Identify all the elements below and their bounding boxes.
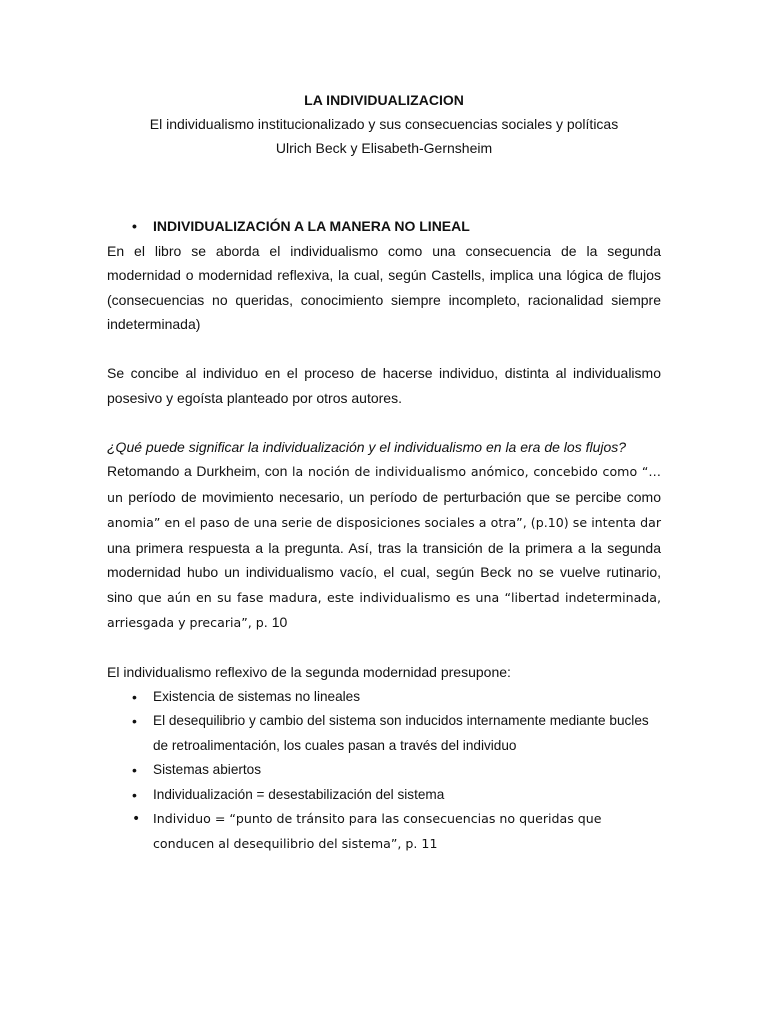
list-item: • Existencia de sistemas no lineales [107,685,661,710]
paragraph-2: Se concibe al individuo en el proceso de hacerse individuo, distinta al individualismo posesivo y egoísta planteado por otros autores. [107,365,661,406]
list-item: • Individualización = desestabilización del sistema [107,783,661,808]
section-heading-list [107,214,661,239]
spacer [107,410,661,435]
paragraph-3-part-3: período de movimiento necesario, un período de perturbación que se percibe como [122,488,661,505]
paragraph-3-quote-1: la noción de individualismo anómico, concebido como “…un [107,464,661,505]
presuppositions-list [107,685,661,857]
paragraph-3-page-ref: 10 [271,614,288,630]
paragraph-3 [107,459,661,636]
paragraph-3-part-5: una primera respuesta a la pregunta. Así, tras la transición de la primera a la segunda modernidad hubo un individualismo vacío, el cual, según Beck no se vuelve rutinario, sino [107,539,661,605]
document-title: LA INDIVIDUALIZACION [304,92,464,108]
list-item: • Individuo = “punto de tránsito para las consecuencias no queridas que conducen al desequilibrio del sistema”, p. 11 [107,807,661,856]
paragraph-1: En el libro se aborda el individualismo como una consecuencia de la segunda modernidad o modernidad reflexiva, la cual, según Castells, implica una lógica de flujos (consecuencias no queridas, conocimiento siempre incompleto, racionalidad siempre indeterminada) [107,242,661,332]
list-item: • El desequilibrio y cambio del sistema son inducidos internamente mediante bucles de retroalimentación, los cuales pasan a través del individuo [107,709,661,758]
paragraph-4: El individualismo reflexivo de la segunda modernidad presupone: [107,664,511,680]
document-header [107,88,661,160]
paragraph-3-quote-3: que aún en su fase madura, este individualismo es una “libertad indeterminada, arriesgada y precaria”, p. [107,589,661,630]
document-subtitle: El individualismo institucionalizado y sus consecuencias sociales y políticas [149,116,619,132]
question-line: ¿Qué puede significar la individualización y el individualismo en la era de los flujos? [107,438,627,455]
document-authors: Ulrich Beck y Elisabeth-Gernsheim [275,140,493,156]
section-heading: • INDIVIDUALIZACIÓN A LA MANERA NO LINEAL [107,214,661,239]
paragraph-3-quote-2: anomia” en el paso de una serie de disposiciones sociales a otra”, (p.10) se intenta dar [107,515,661,530]
spacer [107,636,661,661]
list-item: • Sistemas abiertos [107,758,661,783]
paragraph-3-part-1: Retomando a Durkheim, con [107,463,292,479]
spacer [107,337,661,362]
